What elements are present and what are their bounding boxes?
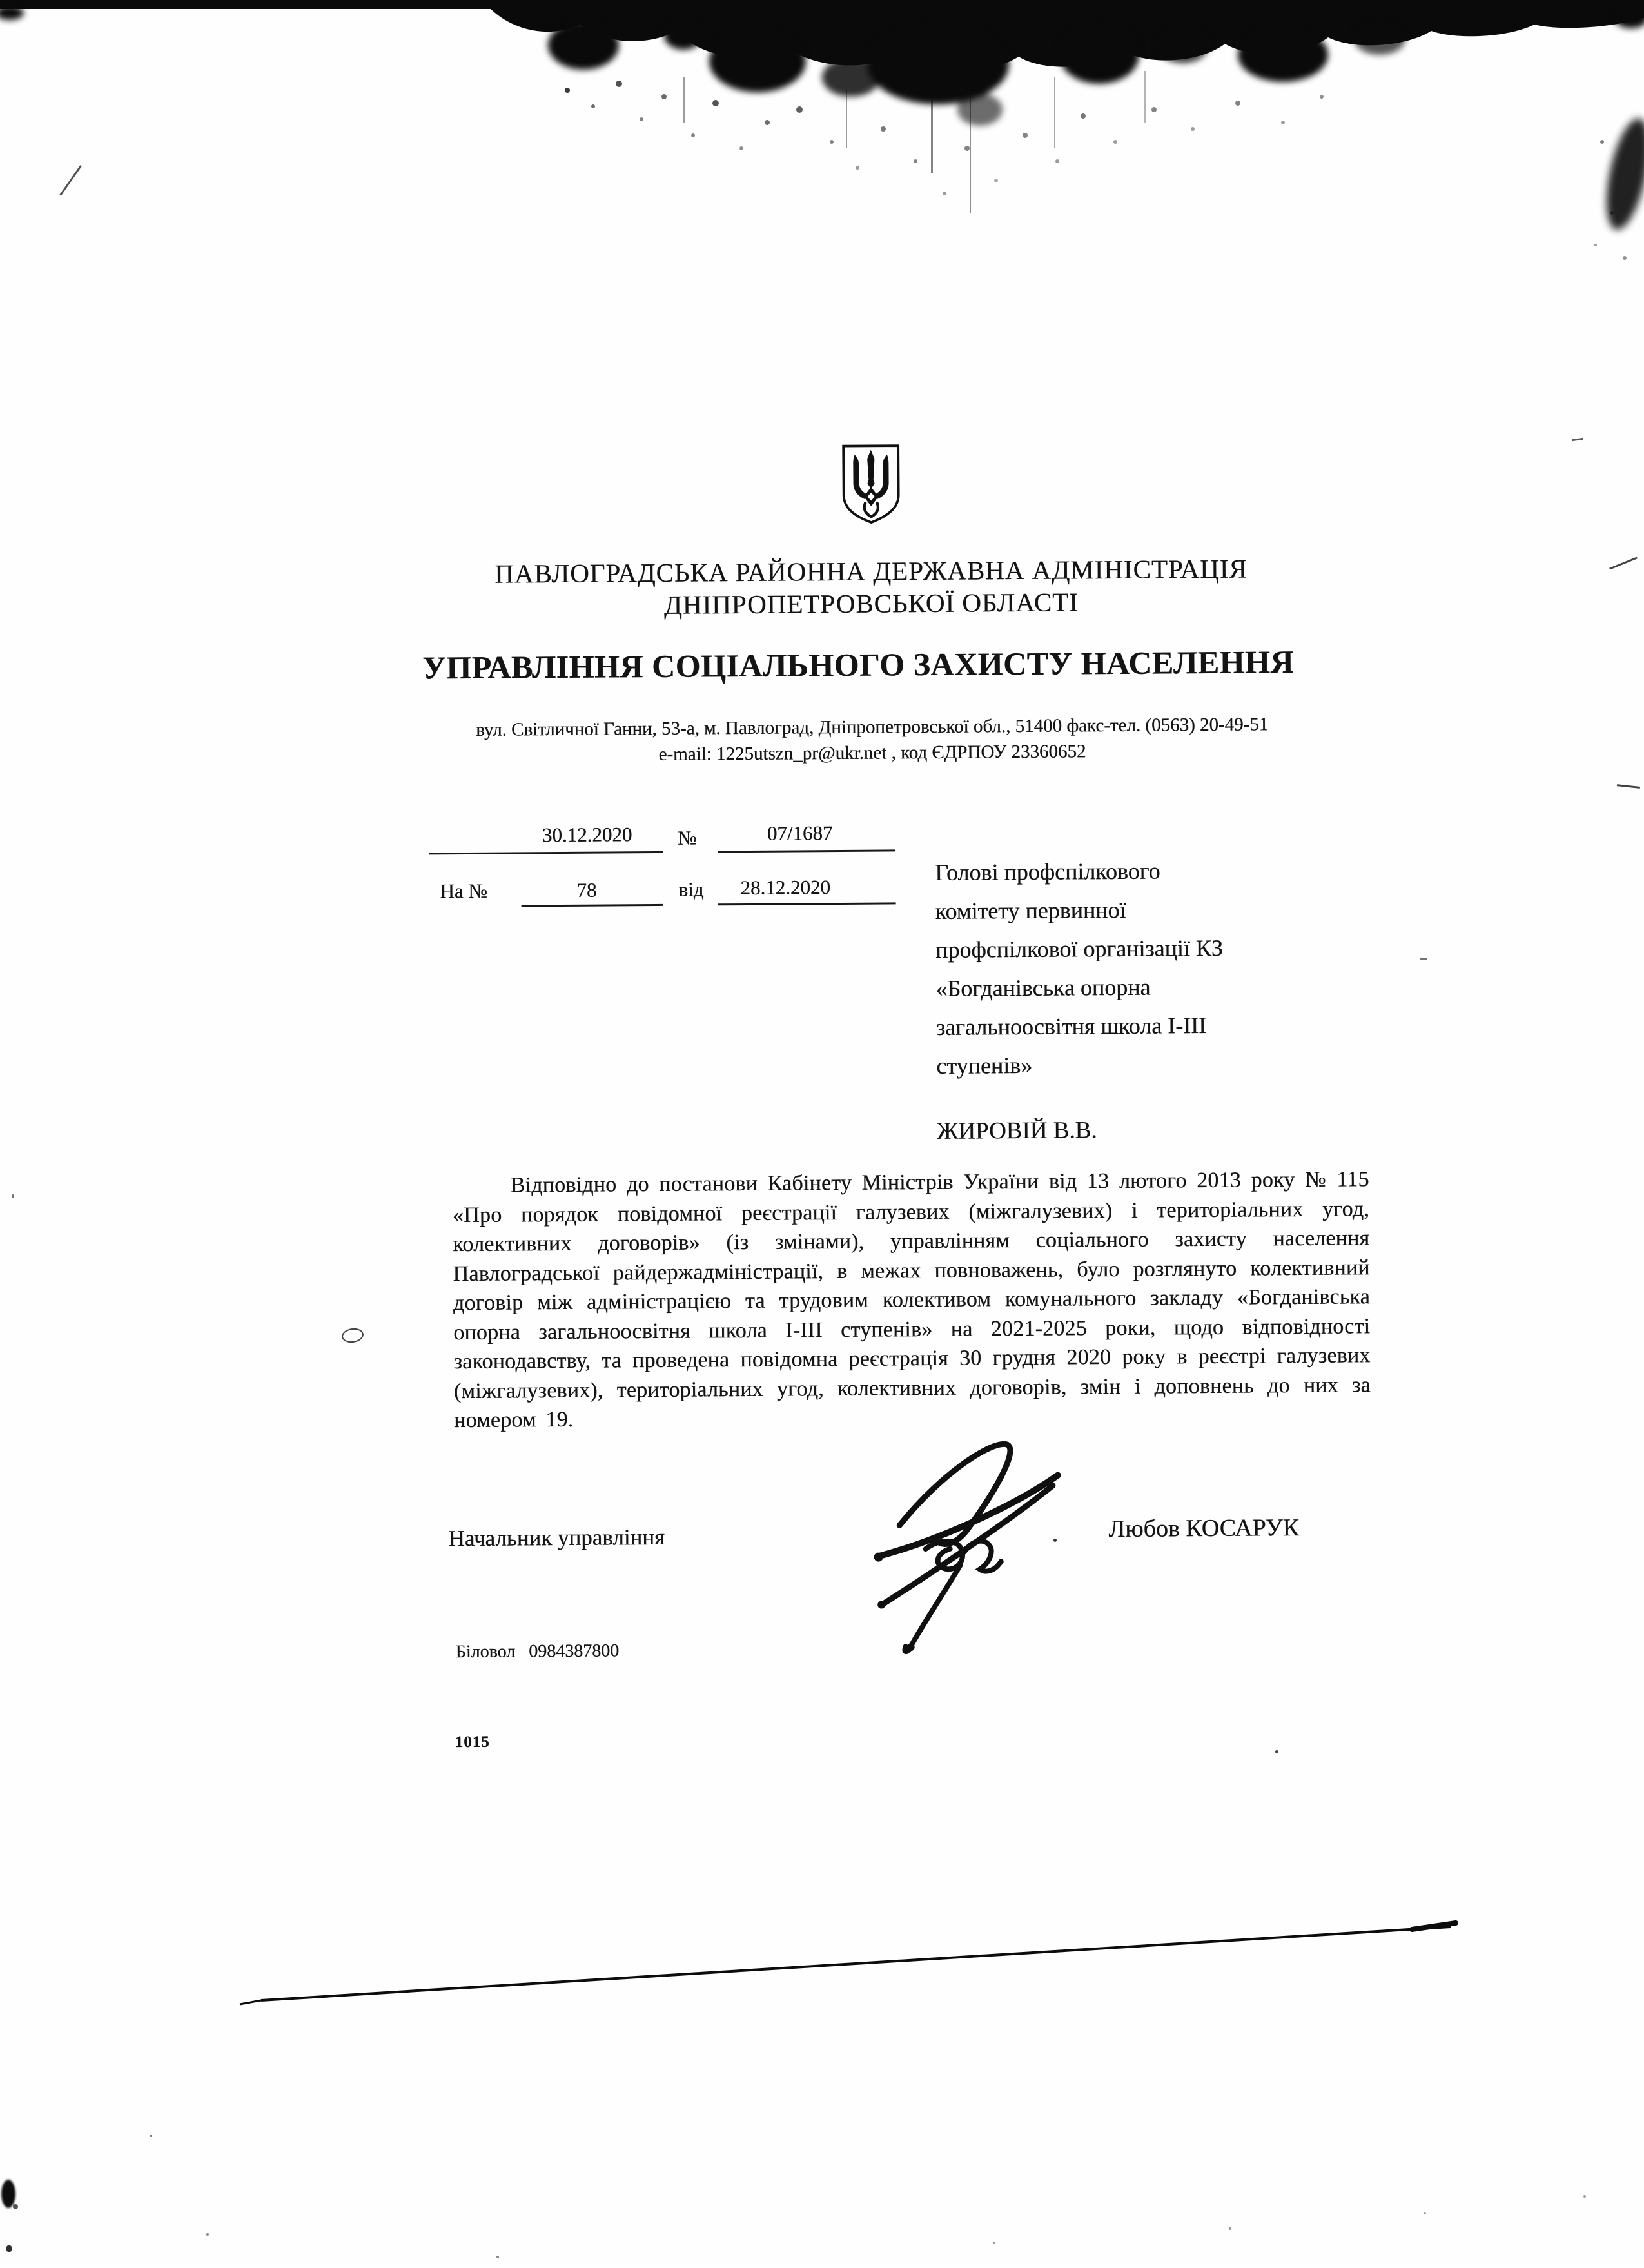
ukraine-trident-emblem bbox=[839, 443, 904, 524]
recipient-line: комітету первинної bbox=[935, 896, 1126, 924]
scan-speck bbox=[1583, 2195, 1586, 2198]
department-name: УПРАВЛІННЯ СОЦІАЛЬНОГО ЗАХИСТУ НАСЕЛЕННЯ bbox=[422, 644, 1295, 686]
signer-title: Начальник управління bbox=[448, 1524, 665, 1552]
reply-to-label: На № bbox=[440, 879, 488, 903]
scan-dash-right-4 bbox=[1420, 958, 1427, 960]
recipient-block bbox=[935, 851, 1323, 1085]
recipient-line: профспілкової організації КЗ bbox=[935, 934, 1223, 963]
scan-speck bbox=[1229, 2227, 1231, 2230]
executor-contact: Біловол 0984387800 bbox=[455, 1641, 620, 1662]
ref-underline-2 bbox=[718, 849, 895, 853]
from-label: від bbox=[678, 878, 704, 901]
recipient-line: «Богданівська опорна bbox=[935, 974, 1151, 1001]
scan-speck bbox=[150, 2135, 152, 2137]
ref-underline-3 bbox=[522, 904, 663, 907]
outgoing-date: 30.12.2020 bbox=[542, 823, 632, 847]
ref-underline-4 bbox=[718, 902, 896, 905]
reply-number: 78 bbox=[576, 878, 597, 902]
scan-line-bottom bbox=[226, 1909, 1515, 2012]
handwritten-signature bbox=[860, 1435, 1081, 1662]
scan-blob-bottom-left bbox=[0, 2173, 39, 2257]
ref-underline-1 bbox=[429, 851, 663, 855]
org-name-line2: ДНІПРОПЕТРОВСЬКОЇ ОБЛАСТІ bbox=[663, 587, 1079, 620]
scan-speck bbox=[1275, 1750, 1278, 1753]
reply-date: 28.12.2020 bbox=[740, 876, 831, 900]
scan-speck bbox=[993, 2242, 995, 2244]
recipient-line: ступенів» bbox=[936, 1052, 1033, 1079]
scan-speck bbox=[12, 1194, 14, 1198]
org-name-line1: ПАВЛОГРАДСЬКА РАЙОННА ДЕРЖАВНА АДМІНІСТРАЦІЯ bbox=[494, 553, 1248, 589]
scan-speck bbox=[496, 2256, 499, 2258]
signer-name: Любов КОСАРУК bbox=[1108, 1514, 1300, 1543]
scan-speck bbox=[1424, 2212, 1426, 2214]
letter-body-paragraph: Відповідно до постанови Кабінету Міністрів України від 13 лютого 2013 року № 115 «Про порядок повідомної реєстрації галузевих (міжгалузевих) і територіальних угод, колективних договорів» (із змінами), управлінням соціального захисту населення Павлоградської райдержадміністрації, в межах повноважень, було розглянуто колективний договір між адміністрацією та трудовим колективом комунального закладу «Богданівська опорна загальноосвітня школа І-ІІІ ступенів» на 2021-2025 роки, щодо відповідності законодавству, та проведена повідомна реєстрація 30 грудня 2020 року в реєстрі галузевих (міжгалузевих), територіальних угод, колективних договорів, змін і доповнень до них за номером 19. bbox=[452, 1167, 1371, 1433]
address-line: вул. Світличної Ганни, 53-а, м. Павлоград, Дніпропетровської обл., 51400 факс-тел. (0563) 20-49-51 bbox=[476, 714, 1269, 740]
recipient-line: Голові профспілкового bbox=[935, 858, 1160, 885]
number-label: № bbox=[677, 826, 697, 849]
contact-line: e-mail: 1225utszn_pr@ukr.net , код ЄДРПОУ 23360652 bbox=[658, 741, 1086, 765]
recipient-name: ЖИРОВІЙ В.В. bbox=[936, 1117, 1097, 1145]
recipient-line: загальноосвітня школа І-ІІІ bbox=[935, 1012, 1207, 1040]
scan-speck bbox=[1053, 1539, 1057, 1542]
outgoing-number: 07/1687 bbox=[767, 822, 833, 845]
document-code: 1015 bbox=[455, 1733, 490, 1751]
scan-speck bbox=[206, 2233, 209, 2236]
